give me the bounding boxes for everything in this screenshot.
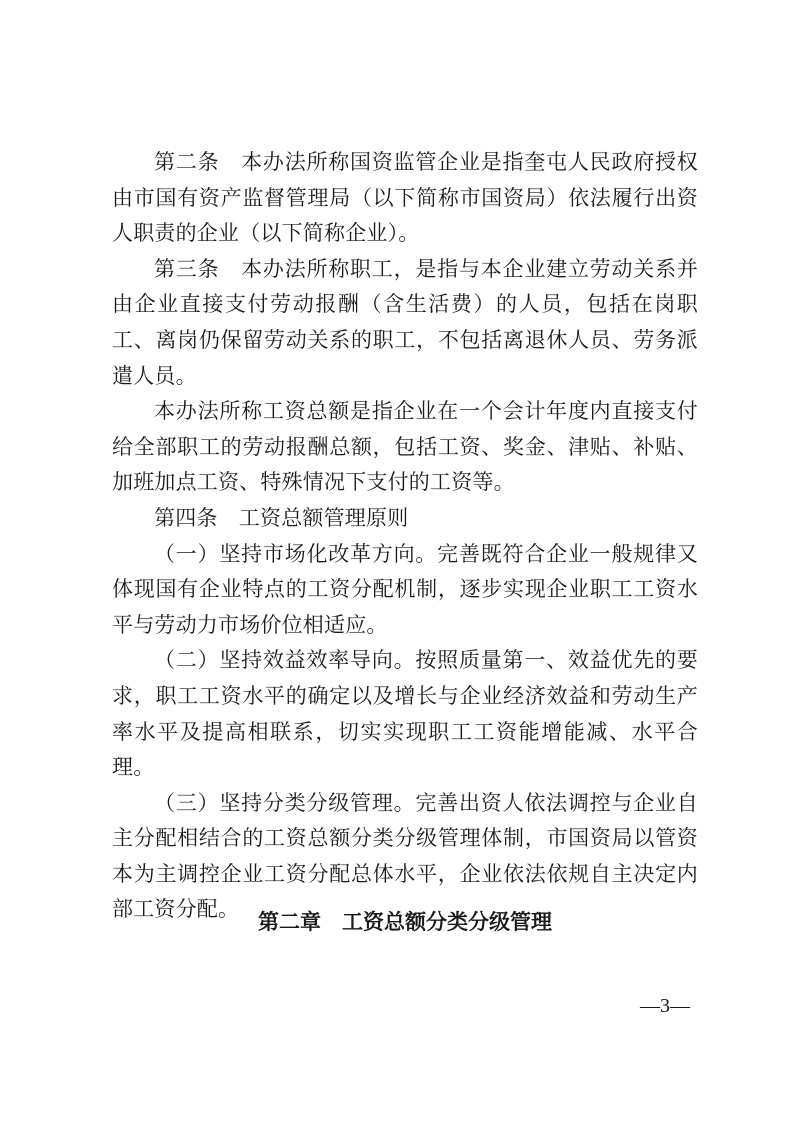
paragraph-article-2: 第二条 本办法所称国资监管企业是指奎屯人民政府授权由市国有资产监督管理局（以下简称市国资局）依法履行出资人职责的企业（以下简称企业）。	[112, 150, 698, 246]
paragraph-wage-definition: 本办法所称工资总额是指企业在一个会计年度内直接支付给全部职工的劳动报酬总额，包括工资、奖金、津贴、补贴、加班加点工资、特殊情况下支付的工资等。	[112, 399, 698, 495]
chapter-heading: 第二章 工资总额分类分级管理	[258, 910, 552, 934]
paragraph-principle-1: （一）坚持市场化改革方向。完善既符合企业一般规律又体现国有企业特点的工资分配机制，逐步实现企业职工工资水平与劳动力市场价位相适应。	[112, 541, 698, 637]
paragraph-article-3: 第三条 本办法所称职工，是指与本企业建立劳动关系并由企业直接支付劳动报酬（含生活费）的人员，包括在岗职工、离岗仍保留劳动关系的职工，不包括离退休人员、劳务派遣人员。	[112, 256, 698, 388]
body-text	[112, 145, 698, 928]
paragraph-principle-2: （二）坚持效益效率导向。按照质量第一、效益优先的要求，职工工资水平的确定以及增长与企业经济效益和劳动生产率水平及提高相联系，切实实现职工工资能增能减、水平合理。	[112, 648, 698, 780]
paragraph-principle-3: （三）坚持分类分级管理。完善出资人依法调控与企业自主分配相结合的工资总额分类分级管理体制，市国资局以管资本为主调控企业工资分配总体水平，企业依法依规自主决定内部工资分配。	[112, 790, 698, 922]
paragraph-article-4: 第四条 工资总额管理原则	[154, 505, 409, 530]
page-number: —3—	[640, 995, 690, 1017]
